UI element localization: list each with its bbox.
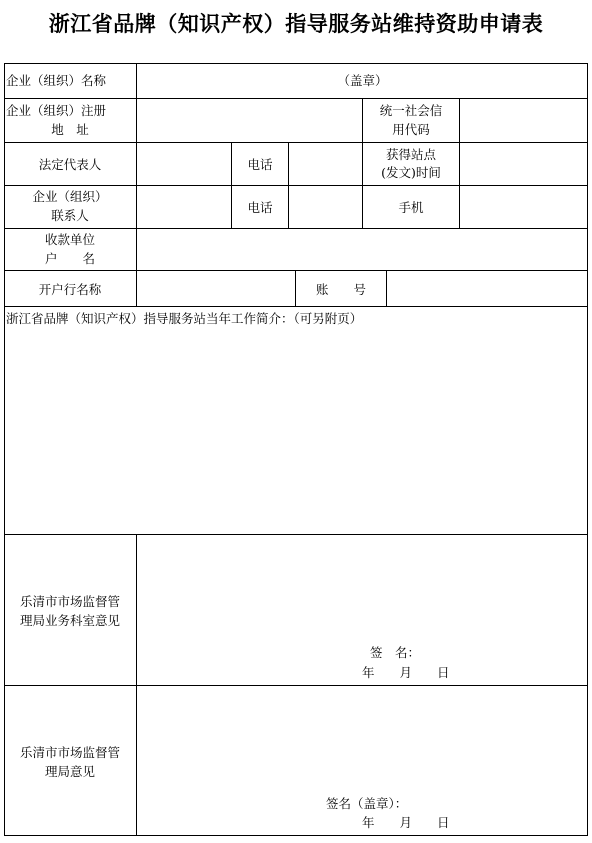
bureau-opinion-date: 年 月 日 — [362, 815, 450, 830]
account-label: 账 号 — [315, 282, 366, 297]
contact-field[interactable] — [137, 186, 231, 228]
dept-opinion-date: 年 月 日 — [362, 665, 450, 680]
bureau-opinion-label-line1: 乐清市市场监督管 — [19, 745, 120, 760]
station-time-label-line1: 获得站点 — [385, 147, 436, 162]
reg-address-label-line2: 地 址 — [51, 122, 89, 137]
bank-label: 开户行名称 — [38, 282, 102, 297]
payee-label-line1: 收款单位 — [44, 232, 95, 247]
credit-code-field[interactable] — [460, 99, 587, 142]
mobile-label: 手机 — [398, 200, 424, 215]
credit-code-label-line2: 用代码 — [392, 122, 430, 137]
phone-field[interactable] — [289, 143, 362, 185]
phone-label: 电话 — [247, 157, 273, 172]
dept-opinion-label-line2: 理局业务科室意见 — [19, 613, 120, 628]
payee-name-field[interactable] — [137, 229, 587, 270]
work-intro-field[interactable] — [5, 328, 587, 534]
credit-code-label-line1: 统一社会信 — [379, 103, 443, 118]
station-time-label-line2: (发文)时间 — [381, 165, 441, 180]
dept-opinion-signature: 签 名： — [370, 645, 421, 660]
payee-label-line2: 户 名 — [44, 251, 95, 266]
org-name-label: 企业（组织）名称 — [6, 73, 107, 88]
bank-name-field[interactable] — [137, 271, 295, 306]
reg-address-label-line1: 企业（组织）注册 — [6, 103, 107, 118]
contact-phone-field[interactable] — [289, 186, 362, 228]
mobile-field[interactable] — [460, 186, 587, 228]
station-time-field[interactable] — [460, 143, 587, 185]
dept-opinion-field[interactable] — [137, 535, 587, 635]
legal-rep-field[interactable] — [137, 143, 231, 185]
contact-label-line2: 联系人 — [51, 208, 89, 223]
account-field[interactable] — [387, 271, 587, 306]
seal-note: （盖章） — [337, 73, 388, 88]
contact-label-line1: 企业（组织） — [32, 189, 108, 204]
dept-opinion-label-line1: 乐清市市场监督管 — [19, 594, 120, 609]
work-intro-label: 浙江省品牌（知识产权）指导服务站当年工作简介：（可另附页） — [6, 311, 363, 326]
reg-address-field[interactable] — [137, 99, 362, 142]
bureau-opinion-label-line2: 理局意见 — [44, 764, 95, 779]
bureau-opinion-field[interactable] — [137, 686, 587, 786]
legal-rep-label: 法定代表人 — [38, 157, 102, 172]
contact-phone-label: 电话 — [247, 200, 273, 215]
form-title: 浙江省品牌（知识产权）指导服务站维持资助申请表 — [48, 11, 544, 36]
bureau-opinion-signature: 签名（盖章）： — [326, 796, 408, 811]
